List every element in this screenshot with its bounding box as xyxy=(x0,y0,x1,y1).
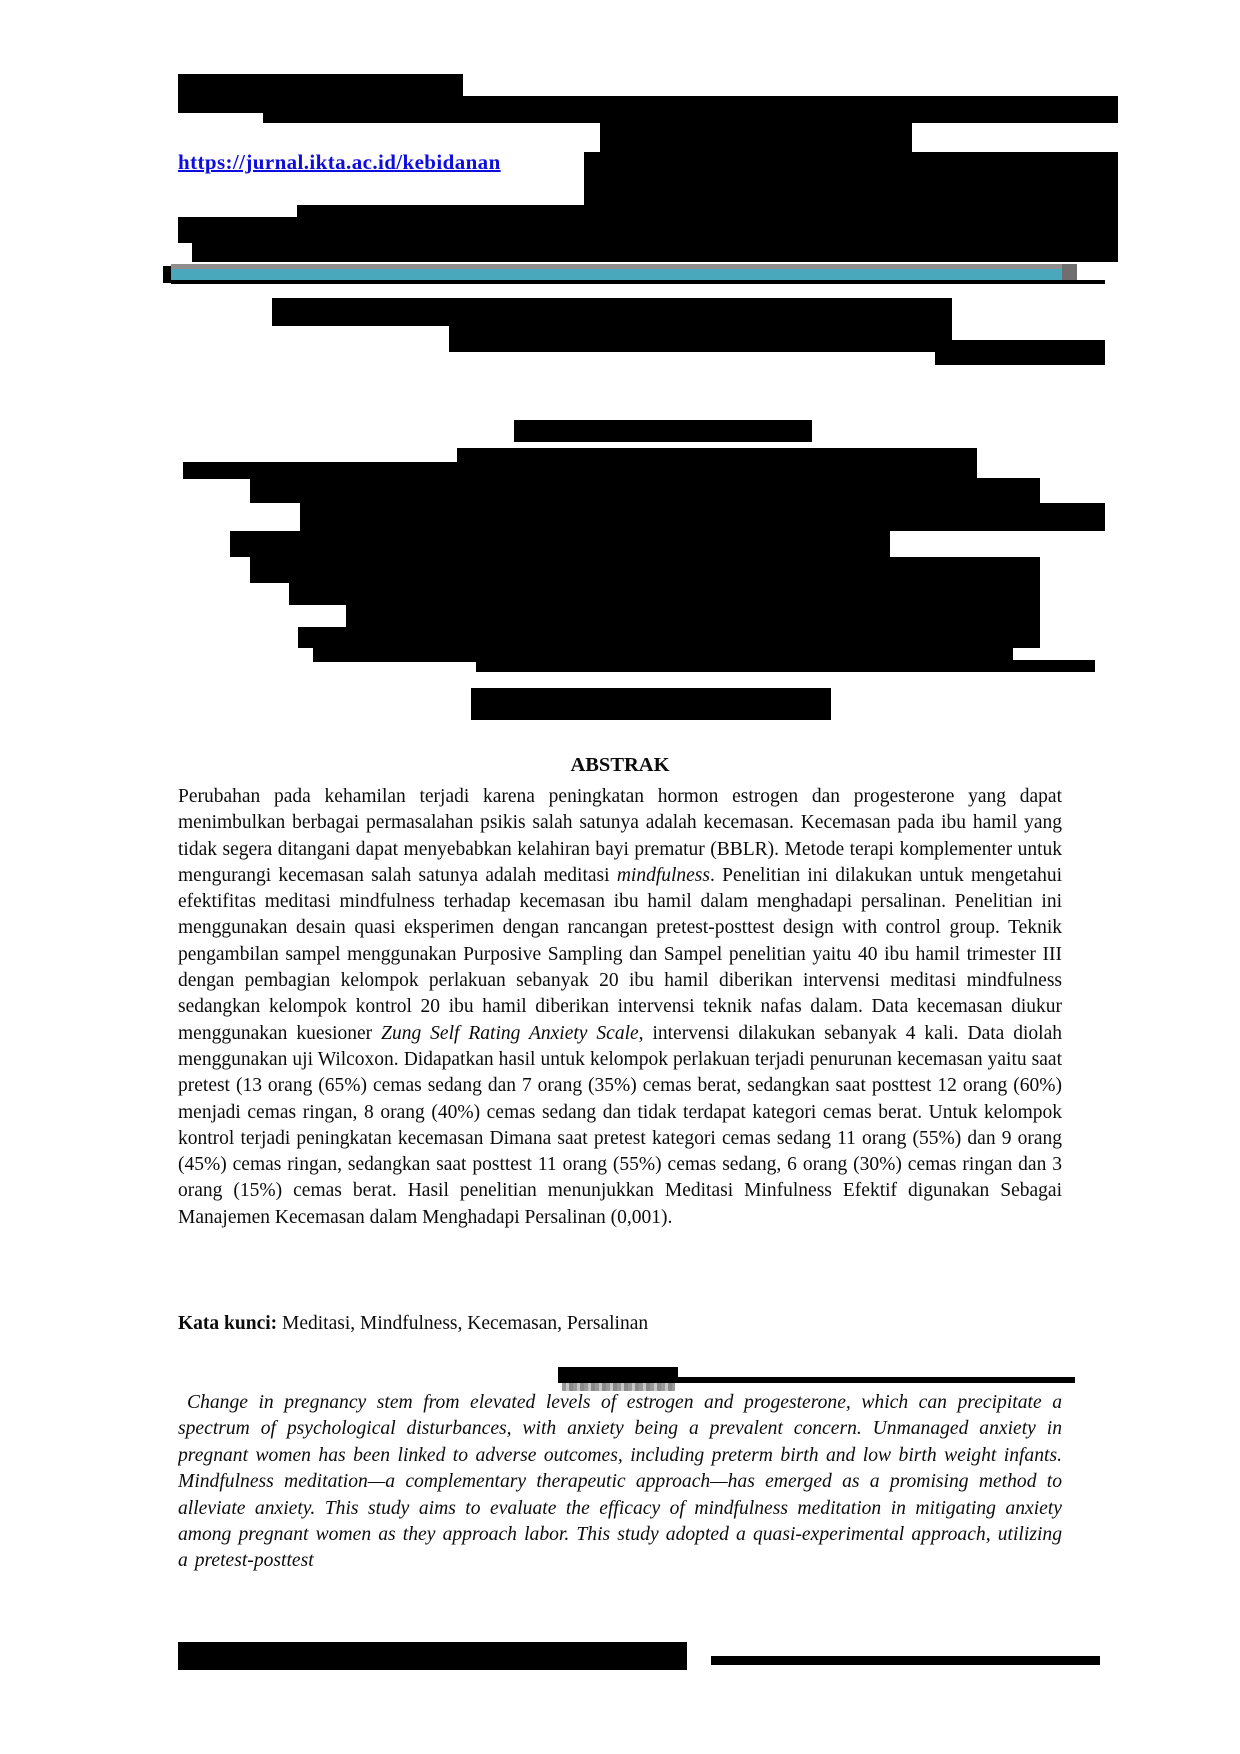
redacted-author-bar xyxy=(289,583,1040,605)
redacted-author-bar xyxy=(250,478,1040,503)
divider-teal-strip xyxy=(171,269,1062,280)
redacted-author-bar xyxy=(514,420,812,442)
redacted-title-bar xyxy=(935,340,1105,365)
keywords-value: Meditasi, Mindfulness, Kecemasan, Persalinan xyxy=(277,1313,649,1334)
redacted-header-bar xyxy=(192,243,584,262)
abstract-en-body-text: Change in pregnancy stem from elevated levels of estrogen and progesterone, which can precipitate a spectrum of psychological disturbances, with anxiety being a prevalent concern. Unmanaged anxiety in pregnant women has been linked to adverse outcomes, including preterm birth and low birth weight infants. Mindfulness meditation—a complementary therapeutic approach—has emerged as a promising method to alleviate anxiety. This study aims to evaluate the efficacy of mindfulness meditation in mitigating anxiety among pregnant women as they approach labor. This study adopted a quasi-experimental approach, utilizing a pretest-posttest xyxy=(178,1392,1062,1572)
redacted-journal-title-bar xyxy=(178,74,463,98)
redacted-title-bar xyxy=(272,298,952,326)
keywords-label: Kata kunci: xyxy=(178,1313,278,1334)
abstrak-heading: ABSTRAK xyxy=(570,754,670,776)
redacted-author-bar xyxy=(457,448,977,478)
redacted-author-bar xyxy=(346,605,1040,627)
redacted-footer-line xyxy=(711,1656,1100,1665)
redacted-author-bar xyxy=(250,557,1040,583)
redacted-header-bar xyxy=(178,217,584,243)
redacted-email-bar xyxy=(471,688,831,720)
journal-url-link[interactable]: https://jurnal.ikta.ac.id/kebidanan xyxy=(178,150,501,174)
redacted-header-bar xyxy=(600,120,912,152)
divider-left-tick xyxy=(163,266,171,283)
redacted-header-bar xyxy=(297,205,584,217)
divider-right-cap xyxy=(1062,264,1077,280)
redacted-header-bar xyxy=(584,152,1118,262)
redacted-author-bar xyxy=(476,660,1095,672)
redacted-footer-bar xyxy=(178,1642,687,1670)
divider-bottom-line xyxy=(171,280,1105,284)
redacted-author-bar xyxy=(230,531,890,557)
redacted-header-bar xyxy=(178,96,1118,113)
keywords-line xyxy=(178,1311,1062,1337)
redacted-author-bar xyxy=(300,503,1105,531)
redacted-author-bar xyxy=(183,462,460,479)
abstrak-body-text: Perubahan pada kehamilan terjadi karena peningkatan hormon estrogen dan progesterone yang dapat menimbulkan berbagai permasalahan psikis salah satunya adalah kecemasan. Kecemasan pada ibu hamil yang tidak segera ditangani dapat menyebabkan kelahiran bayi prematur (BBLR). Metode terapi komplementer untuk mengurangi kecemasan salah satunya adalah meditasi mindfulness. Penelitian ini dilakukan untuk mengetahui efektifitas meditasi mindfulness terhadap kecemasan ibu hamil dalam menghadapi persalinan. Penelitian ini menggunakan desain quasi eksperimen dengan rancangan pretest-posttest design with control group. Teknik pengambilan sampel menggunakan Purposive Sampling dan Sampel penelitian yaitu 40 ibu hamil trimester III dengan pembagian kelompok perlakuan sebanyak 20 ibu hamil diberikan intervensi meditasi mindfulness sedangkan kelompok kontrol 20 ibu hamil diberikan intervensi teknik nafas dalam. Data kecemasan diukur menggunakan kuesioner Zung Self Rating Anxiety Scale, intervensi dilakukan sebanyak 4 kali. Data diolah menggunakan uji Wilcoxon. Didapatkan hasil untuk kelompok perlakuan terjadi penurunan kecemasan yaitu saat pretest (13 orang (65%) cemas sedang dan 7 orang (35%) cemas berat, sedangkan saat posttest 12 orang (60%) menjadi cemas ringan, 8 orang (40%) cemas sedang dan tidak terdapat kategori cemas berat. Untuk kelompok kontrol terjadi peningkatan kecemasan Dimana saat pretest kategori cemas sedang 11 orang (55%) dan 9 orang (45%) cemas ringan, sedangkan saat posttest 11 orang (55%) cemas sedang, 6 orang (30%) cemas ringan dan 3 orang (15%) cemas berat. Hasil penelitian menunjukkan Meditasi Minfulness Efektif digunakan Sebagai Manajemen Kecemasan dalam Menghadapi Persalinan (0,001). xyxy=(178,786,1062,1228)
redacted-abstract-heading-line xyxy=(678,1377,1075,1383)
redacted-abstract-heading-box xyxy=(558,1367,678,1383)
redacted-author-bar xyxy=(298,627,1040,648)
redacted-title-bar xyxy=(449,326,952,352)
